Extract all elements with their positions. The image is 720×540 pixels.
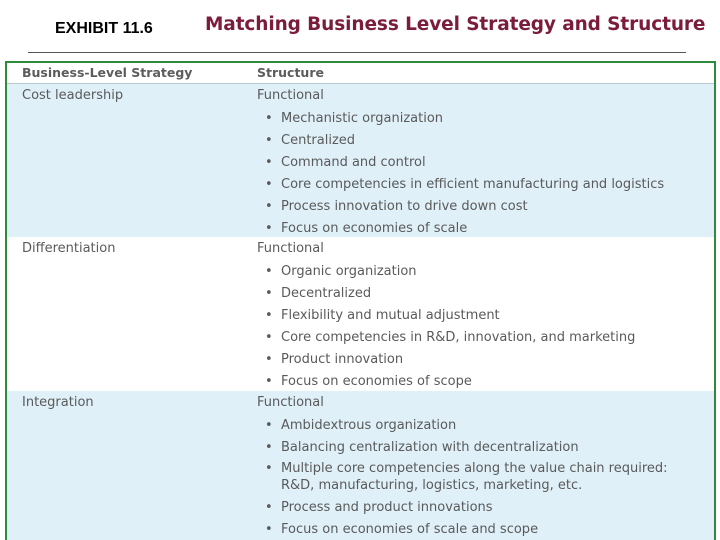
list-item-text: Command and control [281, 155, 426, 170]
bullet-icon: • [265, 221, 273, 236]
column-header-strategy: Business-Level Strategy [22, 65, 193, 80]
list-item [265, 417, 701, 439]
bullet-icon: • [265, 330, 273, 345]
structure-cell: Functional [257, 88, 324, 103]
list-item-text: Centralized [281, 133, 356, 148]
bullet-icon: • [265, 155, 273, 170]
strategy-cell: Integration [22, 395, 94, 410]
list-item-text: Core competencies in efficient manufacturing and logistics [281, 177, 665, 192]
bullet-icon: • [265, 133, 273, 148]
list-item-text: Core competencies in R&D, innovation, and marketing [281, 330, 636, 345]
list-item [265, 198, 664, 220]
list-item [265, 499, 701, 521]
strategy-cell: Cost leadership [22, 88, 124, 103]
list-item-text: Ambidextrous organization [281, 418, 457, 433]
list-item [265, 110, 664, 132]
bullet-icon: • [265, 308, 273, 323]
structure-feature-list [265, 417, 701, 540]
bullet-icon: • [265, 352, 273, 367]
list-item [265, 263, 635, 285]
structure-feature-list [265, 110, 664, 242]
list-item [265, 461, 701, 499]
table-row [7, 237, 714, 391]
bullet-icon: • [265, 286, 273, 301]
list-item-text: Focus on economies of scope [281, 374, 472, 389]
list-item [265, 285, 635, 307]
table-row [7, 84, 714, 237]
bullet-icon: • [265, 264, 273, 279]
list-item [265, 439, 701, 461]
list-item-text: Mechanistic organization [281, 111, 444, 126]
table-row [7, 391, 714, 540]
exhibit-label: EXHIBIT 11.6 [55, 20, 153, 37]
strategy-cell: Differentiation [22, 241, 116, 256]
list-item [265, 351, 635, 373]
structure-feature-list [265, 263, 635, 395]
page-title: Matching Business Level Strategy and Structure [205, 14, 706, 35]
list-item-text: Multiple core competencies along the value chain required: R&D, manufacturing, logistics, marketing, etc. [281, 461, 668, 493]
list-item-text: Decentralized [281, 286, 372, 301]
strategy-structure-table [5, 61, 716, 540]
list-item [265, 132, 664, 154]
list-item [265, 521, 701, 540]
list-item [265, 307, 635, 329]
bullet-icon: • [265, 440, 273, 455]
bullet-icon: • [265, 461, 273, 476]
list-item-text: Focus on economies of scale and scope [281, 522, 539, 537]
list-item-text: Focus on economies of scale [281, 221, 468, 236]
structure-cell: Functional [257, 395, 324, 410]
structure-cell: Functional [257, 241, 324, 256]
title-divider [28, 52, 686, 53]
bullet-icon: • [265, 418, 273, 433]
bullet-icon: • [265, 177, 273, 192]
list-item [265, 176, 664, 198]
bullet-icon: • [265, 522, 273, 537]
list-item-text: Flexibility and mutual adjustment [281, 308, 500, 323]
list-item [265, 329, 635, 351]
bullet-icon: • [265, 500, 273, 515]
table-header [7, 63, 714, 84]
list-item-text: Process and product innovations [281, 500, 493, 515]
bullet-icon: • [265, 199, 273, 214]
list-item-text: Process innovation to drive down cost [281, 199, 528, 214]
bullet-icon: • [265, 374, 273, 389]
bullet-icon: • [265, 111, 273, 126]
list-item-text: Organic organization [281, 264, 417, 279]
list-item-text: Product innovation [281, 352, 404, 367]
list-item-text: Balancing centralization with decentralization [281, 440, 579, 455]
column-header-structure: Structure [257, 65, 324, 80]
list-item [265, 154, 664, 176]
